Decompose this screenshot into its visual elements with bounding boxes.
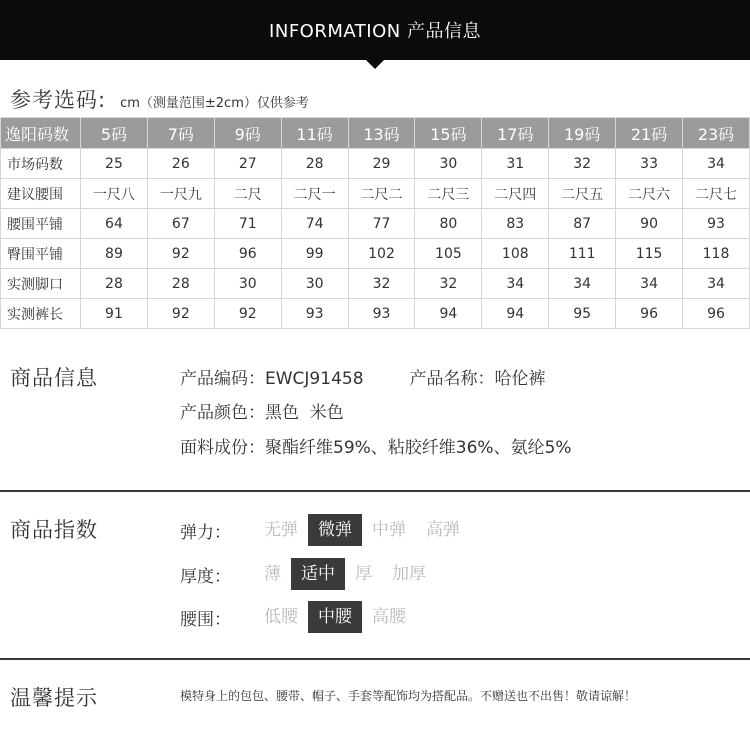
size-guide-note: cm（测量范围±2cm）仅供参考 xyxy=(120,96,309,111)
index-option: 高弹 xyxy=(426,520,460,540)
index-label: 腰围： xyxy=(180,609,231,630)
size-value-cell: 二尺六 xyxy=(616,179,683,209)
product-fabric-line xyxy=(180,433,572,458)
row-label-cell: 建议腰围 xyxy=(1,179,81,209)
size-value-cell: 93 xyxy=(683,209,750,239)
size-value-cell: 93 xyxy=(281,299,348,329)
banner-notch xyxy=(366,60,384,69)
size-value-cell: 77 xyxy=(348,209,415,239)
size-value-cell: 67 xyxy=(147,209,214,239)
header-cell: 9码 xyxy=(214,118,281,149)
size-value-cell: 96 xyxy=(214,239,281,269)
size-value-cell: 99 xyxy=(281,239,348,269)
index-option: 加厚 xyxy=(392,564,426,584)
product-code-line xyxy=(180,364,546,389)
size-value-cell: 64 xyxy=(81,209,148,239)
row-label-cell: 腰围平铺 xyxy=(1,209,81,239)
size-table xyxy=(0,117,750,329)
size-guide-heading xyxy=(10,84,309,112)
size-value-cell: 96 xyxy=(616,299,683,329)
size-value-cell: 92 xyxy=(147,239,214,269)
size-value-cell: 94 xyxy=(482,299,549,329)
product-code-value: EWCJ91458 xyxy=(265,369,364,389)
row-label-cell: 实测裤长 xyxy=(1,299,81,329)
row-label-cell: 市场码数 xyxy=(1,149,81,179)
index-row xyxy=(180,514,470,546)
size-value-cell: 34 xyxy=(683,269,750,299)
size-table-row xyxy=(1,239,750,269)
size-value-cell: 87 xyxy=(549,209,616,239)
product-fabric-value: 聚酯纤维59%、粘胶纤维36%、氨纶5% xyxy=(265,438,572,458)
size-value-cell: 30 xyxy=(281,269,348,299)
size-value-cell: 二尺 xyxy=(214,179,281,209)
size-value-cell: 102 xyxy=(348,239,415,269)
size-value-cell: 74 xyxy=(281,209,348,239)
section-divider xyxy=(0,658,750,660)
size-value-cell: 30 xyxy=(415,149,482,179)
size-value-cell: 一尺八 xyxy=(81,179,148,209)
size-value-cell: 二尺二 xyxy=(348,179,415,209)
index-option: 厚 xyxy=(355,564,372,584)
size-value-cell: 28 xyxy=(281,149,348,179)
size-value-cell: 31 xyxy=(482,149,549,179)
size-value-cell: 105 xyxy=(415,239,482,269)
product-color-value: 黑色 米色 xyxy=(265,403,344,423)
size-value-cell: 80 xyxy=(415,209,482,239)
size-value-cell: 30 xyxy=(214,269,281,299)
product-color-line xyxy=(180,398,344,423)
size-table-body xyxy=(1,149,750,329)
size-table-row xyxy=(1,179,750,209)
banner-title: INFORMATION 产品信息 xyxy=(269,21,481,42)
size-value-cell: 92 xyxy=(214,299,281,329)
size-value-cell: 二尺四 xyxy=(482,179,549,209)
size-value-cell: 115 xyxy=(616,239,683,269)
header-cell: 17码 xyxy=(482,118,549,149)
header-cell: 逸阳码数 xyxy=(1,118,81,149)
size-guide-title: 参考选码: xyxy=(10,88,107,112)
size-value-cell: 92 xyxy=(147,299,214,329)
product-info-title: 商品信息 xyxy=(10,366,98,390)
header-cell: 19码 xyxy=(549,118,616,149)
size-value-cell: 118 xyxy=(683,239,750,269)
size-value-cell: 89 xyxy=(81,239,148,269)
product-code-label: 产品编码： xyxy=(180,369,265,389)
index-row xyxy=(180,558,436,590)
section-divider xyxy=(0,490,750,492)
index-option: 中弹 xyxy=(372,520,406,540)
size-value-cell: 34 xyxy=(683,149,750,179)
size-table-header-row xyxy=(1,118,750,149)
tips-text: 模特身上的包包、腰带、帽子、手套等配饰均为搭配品。不赠送也不出售！敬请谅解！ xyxy=(180,689,637,703)
size-value-cell: 90 xyxy=(616,209,683,239)
size-value-cell: 91 xyxy=(81,299,148,329)
size-value-cell: 71 xyxy=(214,209,281,239)
header-cell: 7码 xyxy=(147,118,214,149)
size-value-cell: 27 xyxy=(214,149,281,179)
product-color-label: 产品颜色： xyxy=(180,403,265,423)
size-value-cell: 33 xyxy=(616,149,683,179)
size-value-cell: 83 xyxy=(482,209,549,239)
size-value-cell: 95 xyxy=(549,299,616,329)
size-table-row xyxy=(1,149,750,179)
tips-title: 温馨提示 xyxy=(10,686,98,710)
header-cell: 23码 xyxy=(683,118,750,149)
index-option-selected: 适中 xyxy=(291,558,345,590)
product-index-title: 商品指数 xyxy=(10,518,98,542)
header-cell: 15码 xyxy=(415,118,482,149)
size-table-row xyxy=(1,209,750,239)
size-value-cell: 96 xyxy=(683,299,750,329)
header-cell: 13码 xyxy=(348,118,415,149)
product-name-label: 产品名称： xyxy=(409,369,495,389)
index-option: 高腰 xyxy=(372,607,406,627)
index-option-selected: 微弹 xyxy=(308,514,362,546)
size-value-cell: 32 xyxy=(415,269,482,299)
size-value-cell: 94 xyxy=(415,299,482,329)
index-label: 弹力： xyxy=(180,522,231,543)
size-value-cell: 28 xyxy=(81,269,148,299)
header-cell: 21码 xyxy=(616,118,683,149)
header-cell: 5码 xyxy=(81,118,148,149)
index-option: 薄 xyxy=(264,564,281,584)
size-value-cell: 二尺七 xyxy=(683,179,750,209)
product-name-value: 哈伦裤 xyxy=(494,369,546,389)
size-value-cell: 32 xyxy=(549,149,616,179)
size-value-cell: 二尺三 xyxy=(415,179,482,209)
index-label: 厚度： xyxy=(180,566,231,587)
index-option: 无弹 xyxy=(264,520,298,540)
row-label-cell: 臀围平铺 xyxy=(1,239,81,269)
size-value-cell: 32 xyxy=(348,269,415,299)
info-banner xyxy=(0,0,750,60)
index-row xyxy=(180,601,416,633)
size-value-cell: 28 xyxy=(147,269,214,299)
size-value-cell: 29 xyxy=(348,149,415,179)
row-label-cell: 实测脚口 xyxy=(1,269,81,299)
header-cell: 11码 xyxy=(281,118,348,149)
product-fabric-label: 面料成份： xyxy=(180,438,265,458)
size-value-cell: 108 xyxy=(482,239,549,269)
size-value-cell: 一尺九 xyxy=(147,179,214,209)
index-option: 低腰 xyxy=(264,607,298,627)
size-value-cell: 二尺一 xyxy=(281,179,348,209)
size-value-cell: 26 xyxy=(147,149,214,179)
size-value-cell: 34 xyxy=(549,269,616,299)
size-value-cell: 34 xyxy=(616,269,683,299)
size-table-row xyxy=(1,269,750,299)
index-option-selected: 中腰 xyxy=(308,601,362,633)
size-value-cell: 25 xyxy=(81,149,148,179)
size-value-cell: 二尺五 xyxy=(549,179,616,209)
size-value-cell: 34 xyxy=(482,269,549,299)
size-value-cell: 93 xyxy=(348,299,415,329)
size-value-cell: 111 xyxy=(549,239,616,269)
size-table-row xyxy=(1,299,750,329)
